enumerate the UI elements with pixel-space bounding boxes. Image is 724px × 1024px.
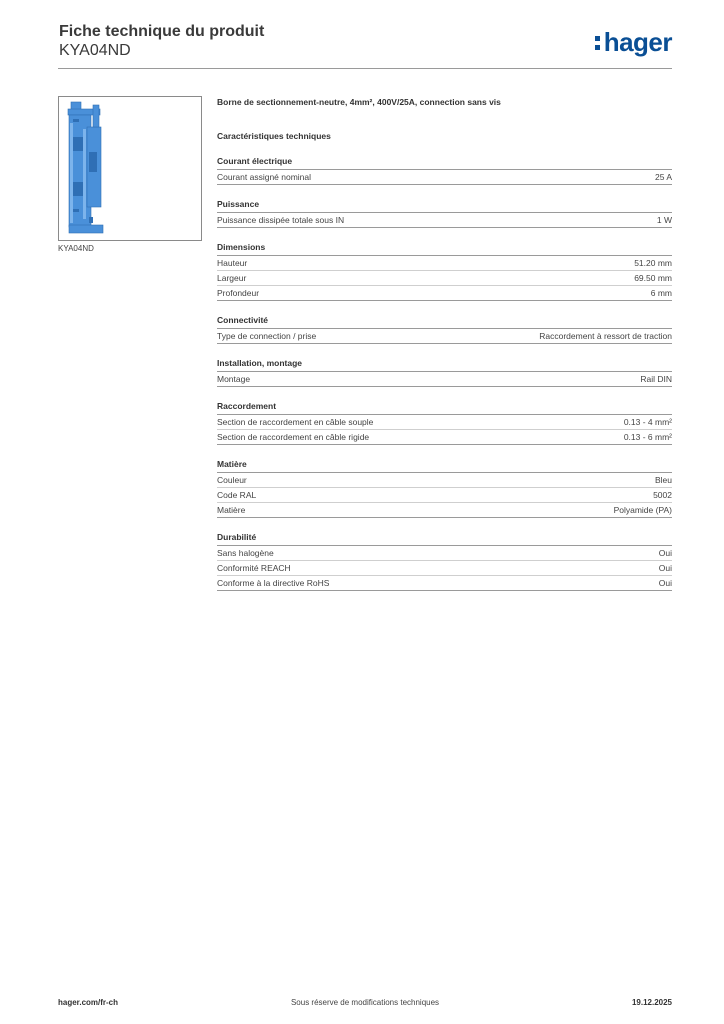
spec-value: Oui [658, 563, 672, 573]
spec-row [217, 430, 672, 445]
terminal-block-illustration [59, 97, 201, 240]
logo-dots-icon [595, 29, 601, 50]
footer-notice: Sous réserve de modifications techniques [290, 998, 440, 1007]
spec-label: Section de raccordement en câble souple [217, 417, 374, 427]
footer-website: hager.com/fr-ch [58, 998, 119, 1007]
spec-label: Courant assigné nominal [217, 172, 312, 182]
spec-value: 6 mm [650, 288, 672, 298]
spec-section [217, 459, 672, 518]
spec-row [217, 256, 672, 271]
spec-label: Sans halogène [217, 548, 274, 558]
section-title: Dimensions [217, 242, 672, 256]
spec-value: 25 A [654, 172, 672, 182]
section-title: Courant électrique [217, 156, 672, 170]
spec-value: Raccordement à ressort de traction [539, 331, 672, 341]
spec-sections [217, 156, 672, 591]
spec-row [217, 415, 672, 430]
spec-label: Conformité REACH [217, 563, 291, 573]
spec-label: Section de raccordement en câble rigide [217, 432, 370, 442]
section-title: Matière [217, 459, 672, 473]
section-title: Raccordement [217, 401, 672, 415]
spec-section [217, 358, 672, 387]
section-title: Installation, montage [217, 358, 672, 372]
footer-date: 19.12.2025 [631, 998, 672, 1007]
spec-row [217, 473, 672, 488]
spec-value: 0.13 - 6 mm² [623, 432, 672, 442]
section-title: Puissance [217, 199, 672, 213]
spec-label: Hauteur [217, 258, 248, 268]
document-title: Fiche technique du produit [59, 23, 265, 40]
spec-value: 69.50 mm [634, 273, 672, 283]
spec-value: Bleu [654, 475, 672, 485]
spec-label: Type de connection / prise [217, 331, 317, 341]
spec-section [217, 199, 672, 228]
spec-section [217, 156, 672, 185]
spec-row [217, 271, 672, 286]
spec-value: 51.20 mm [634, 258, 672, 268]
spec-label: Conforme à la directive RoHS [217, 578, 330, 588]
spec-label: Code RAL [217, 490, 257, 500]
specifications-panel [217, 96, 672, 591]
section-title: Durabilité [217, 532, 672, 546]
spec-row [217, 546, 672, 561]
product-image [58, 96, 202, 241]
spec-value: Oui [658, 548, 672, 558]
hager-logo [595, 29, 672, 55]
spec-row [217, 503, 672, 518]
spec-row [217, 561, 672, 576]
spec-row [217, 213, 672, 228]
spec-value: Oui [658, 578, 672, 588]
spec-row [217, 488, 672, 503]
spec-value: 0.13 - 4 mm² [623, 417, 672, 427]
spec-value: Polyamide (PA) [613, 505, 672, 515]
spec-label: Couleur [217, 475, 247, 485]
spec-row [217, 170, 672, 185]
image-caption: KYA04ND [58, 244, 94, 253]
product-reference: KYA04ND [59, 42, 131, 59]
header-divider [58, 68, 672, 69]
product-description: Borne de sectionnement-neutre, 4mm², 400V/25A, connection sans vis [217, 97, 501, 107]
logo-text: hager [603, 27, 672, 57]
spec-section [217, 242, 672, 301]
spec-label: Profondeur [217, 288, 260, 298]
spec-value: 1 W [656, 215, 672, 225]
document-header [59, 22, 264, 60]
specs-heading: Caractéristiques techniques [217, 131, 331, 141]
spec-value: Rail DIN [640, 374, 672, 384]
spec-section [217, 401, 672, 445]
spec-label: Matière [217, 505, 246, 515]
spec-value: 5002 [653, 490, 672, 500]
section-title: Connectivité [217, 315, 672, 329]
spec-label: Montage [217, 374, 251, 384]
spec-row [217, 372, 672, 387]
spec-row [217, 329, 672, 344]
spec-row [217, 286, 672, 301]
spec-section [217, 315, 672, 344]
spec-row [217, 576, 672, 591]
spec-label: Largeur [217, 273, 247, 283]
spec-section [217, 532, 672, 591]
spec-label: Puissance dissipée totale sous IN [217, 215, 345, 225]
